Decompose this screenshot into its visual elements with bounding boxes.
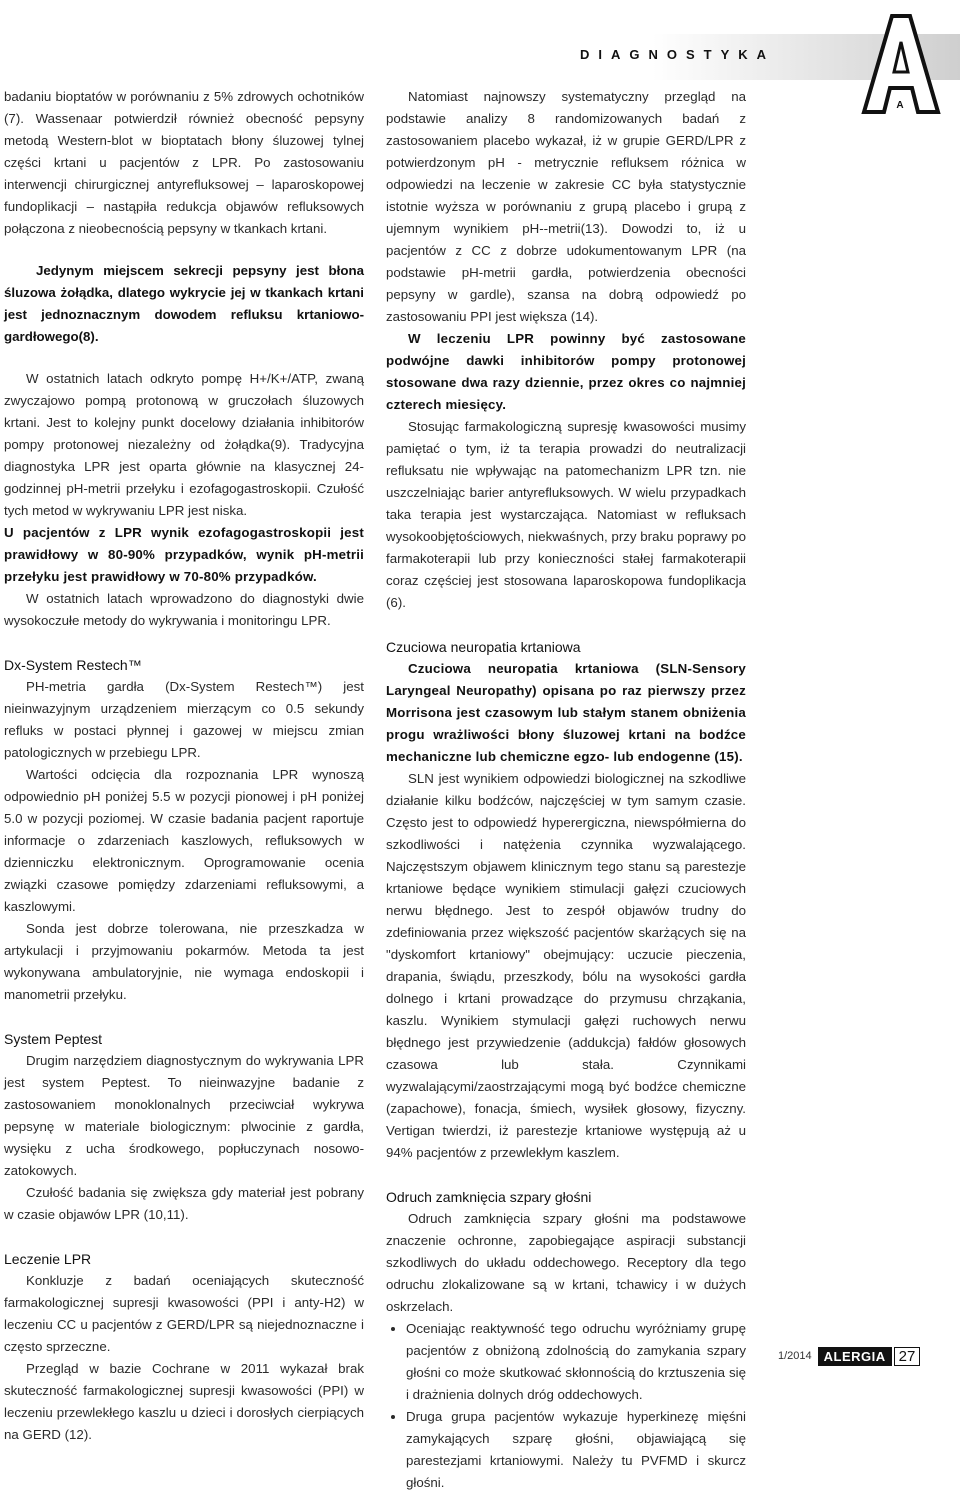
heading-peptest: System Peptest	[4, 1031, 103, 1047]
list-item: • Oceniając reaktywność tego odruchu wyróżniamy grupę pacjentów z obniżoną zdolnością do zamykania szpary głośni co może skutkować skłonnością do krztuszenia się i drażnienia dolnych dróg oddechowych.	[406, 1318, 746, 1406]
heading-odruch: Odruch zamknięcia szpary głośni	[386, 1189, 592, 1205]
paragraph: SLN jest wynikiem odpowiedzi biologicznej na szkodliwe działanie kilku bodźców, najczęściej w tym samym czasie. Często jest to odpowiedź hyperergiczna, niewspółmierna do szkodliwości i natężenia czynnika wyzwalającego. Najczęstszym objawem klinicznym tego stanu są parestezje krtaniowe będące wynikiem stimulacji gałęzi czuciowych nerwu błędnego. Jest to zespół objawów trudny do zdefiniowania przez większość pacjentów skarżących się na "dyskomfort krtaniowy" obejmujący: uczucie pieczenia, drapania, świądu, przeszkody, bólu na wysokości gardła dolnego i krtani prowadzące do przymusu chrząkania, kaszlu. Wynikiem stymulacji gałęzi ruchowych nerwu błędnego jest przywiedzenie (addukcja) fałdów głosowych czasowa lub stała. Czynnikami wyzwalającymi/zaostrzającymi mogą być bodźce chemiczne (zapachowe), fonacja, śmiech, wysiłek głosowy, fizyczny. Vertigan twierdzi, iż parestezje krtaniowe występują aż u 94% pacjentów z przewlekłym kaszlem.	[386, 771, 746, 1160]
bullet-list	[386, 1318, 746, 1494]
paragraph: Odruch zamknięcia szpary głośni ma podstawowe znaczenie ochronne, zapobiegające aspiracji substancji szkodliwych do układu oddechowego. Receptory dla tego odruchu zlokalizowane są w krtani, tchawicy i w dużych oskrzelach.	[386, 1211, 746, 1314]
paragraph: badaniu bioptatów w porównaniu z 5% zdrowych ochotników (7). Wassenaar potwierdził również obecność pepsyny metodą Western-blot w bioptatach błony śluzowej tylnej części krtani u pacjentów z LPR. Po zastosowaniu interwencji chirurgicznej antyrefluksowej – laparoskopowej fundoplikacji – nastąpiła redukcja objawów refluksowych połączona z nieobecnością pepsyny w tkankach krtani.	[4, 89, 364, 236]
journal-logo-a	[858, 8, 942, 116]
paragraph: PH-metria gardła (Dx-System Restech™) jest nieinwazyjnym urządzeniem mierzącym co 0.5 sekundy refluks w postaci płynnej i gazowej w miejscu zmian patologicznych w przebiegu LPR.	[4, 679, 364, 760]
logo-letter: A	[896, 100, 904, 111]
paragraph: Czułość badania się zwiększa gdy materiał jest pobrany w czasie objawów LPR (10,11).	[4, 1185, 364, 1222]
callout-text: Jedynym miejscem sekrecji pepsyny jest błona śluzowa żołądka, dlatego wykrycie jej w tkankach krtani jest jednoznacznym dowodem refluksu krtaniowo-gardłowego(8).	[4, 263, 364, 344]
list-item: • Druga grupa pacjentów wykazuje hyperkinezę mięśni zamykających szparę głośni, objawiającą się parestezjami krtaniowymi. Należy tu PVFMD i skurcz głośni.	[406, 1406, 746, 1494]
paragraph: Konkluzje z badań oceniających skuteczność farmakologicznej supresji kwasowości (PPI i anty-H2) w leczeniu CC u pacjentów z GERD/LPR są niejednoznaczne i często sprzeczne.	[4, 1273, 364, 1354]
paragraph: Drugim narzędziem diagnostycznym do wykrywania LPR jest system Peptest. To nieinwazyjne badanie z zastosowaniem monoklonalnych przeciwciał wykrywa pepsynę w materiale biologicznym: plwocinie z gardła, wysięku z ucha środkowego, popłuczynach nosowo-zatokowych.	[4, 1053, 364, 1178]
left-column	[4, 86, 364, 1446]
emphasis-paragraph: U pacjentów z LPR wynik ezofagogastroskopii jest prawidłowy w 80-90% przypadków, wynik pH-metrii przełyku jest prawidłowy w 70-80% przypadków.	[4, 525, 364, 584]
paragraph: Stosując farmakologiczną supresję kwasowości musimy pamiętać o tym, iż ta terapia prowadzi do neutralizacji refluksatu nie wpływając na patomechanizm LPR tzn. nie uszczelniając barier antyrefluksowych. W wielu przypadkach taka terapia jest wystarczająca. Natomiast w refluksach wysokoobjętościowych, niekwaśnych, przy braku poprawy po farmakoterapii lub przy konieczności stałej farmakoterapii coraz częściej jest stosowana laparoskopowa fundoplikacja (6).	[386, 419, 746, 610]
journal-name: ALERGIA	[818, 1347, 892, 1366]
paragraph: Natomiast najnowszy systematyczny przegląd na podstawie analizy 8 randomizowanych badań z zastosowaniem placebo wykazał, iż w grupie GERD/LPR z potwierdzonym pH - metrycznie refluksem różnica w odpowiedzi na leczenie w zakresie CC była statystycznie istotnie wyższa w porównaniu z grupą placebo i grupą z ujemnym wynikiem pH--metrii(13). Dowodzi to, iż u pacjentów z CC z dobrze udokumentowanym LPR (na podstawie pH-metrii gardła, potwierdzenia obecności pepsyny w gardle), szansa na dobrą odpowiedź po zastosowaniu PPI jest większa (14).	[386, 89, 746, 324]
heading-leczenie: Leczenie LPR	[4, 1251, 92, 1267]
paragraph: W ostatnich latach wprowadzono do diagnostyki dwie wysokoczułe metody do wykrywania i monitoringu LPR.	[4, 591, 364, 628]
paragraph: Przegląd w bazie Cochrane w 2011 wykazał brak skuteczność farmakologicznej supresji kwasowości (PPI) w leczeniu przewlekłego kaszlu u dzieci i dorosłych cierpiących na GERD (12).	[4, 1361, 364, 1442]
page-footer	[778, 1346, 920, 1366]
heading-neuropatia: Czuciowa neuropatia krtaniowa	[386, 639, 581, 655]
paragraph: Sonda jest dobrze tolerowana, nie przeszkadza w artykulacji i przyjmowaniu pokarmów. Metoda ta jest wykonywana ambulatoryjnie, nie wymaga endoskopii i manometrii przełyku.	[4, 921, 364, 1002]
heading-dx-system: Dx-System Restech™	[4, 657, 142, 673]
emphasis-paragraph: W leczeniu LPR powinny być zastosowane podwójne dawki inhibitorów pompy protonowej stosowane dwa razy dziennie, przez okres co najmniej czterech miesięcy.	[386, 331, 746, 412]
emphasis-paragraph: Czuciowa neuropatia krtaniowa (SLN-Sensory Laryngeal Neuropathy) opisana po raz pierwszy przez Morrisona jest czasowym lub stałym stanem obniżenia progu wrażliwości błony śluzowej krtani na bodźce mechaniczne lub chemiczne egzo- lub endogenne (15).	[386, 661, 746, 764]
paragraph: Wartości odcięcia dla rozpoznania LPR wynoszą odpowiednio pH poniżej 5.5 w pozycji pionowej i pH poniżej 5.0 w pozycji poziomej. W czasie badania pacjent raportuje informacje o zdarzeniach kaszlowych, refluksowych w dzienniczku elektronicznym. Oprogramowanie ocenia związki czasowe pomiędzy zdarzeniami refluksowymi, a kaszlowymi.	[4, 767, 364, 914]
paragraph: W ostatnich latach odkryto pompę H+/K+/ATP, zwaną zwyczajowo pompą protonową w gruczołach śluzowych krtani. Jest to kolejny punkt docelowy działania inhibitorów pompy protonowej niezależny od żołądka(9). Tradycyjna diagnostyka LPR jest oparta głównie na klasycznej 24-godzinnej pH-metrii przełyku i ezofagogastroskopii. Czułość tych metod w wykrywaniu LPR jest niska.	[4, 371, 364, 518]
section-title: DIAGNOSTYKA	[580, 47, 776, 62]
issue-number: 1/2014	[778, 1350, 812, 1362]
page-number: 27	[894, 1347, 921, 1366]
right-column	[386, 86, 746, 1494]
